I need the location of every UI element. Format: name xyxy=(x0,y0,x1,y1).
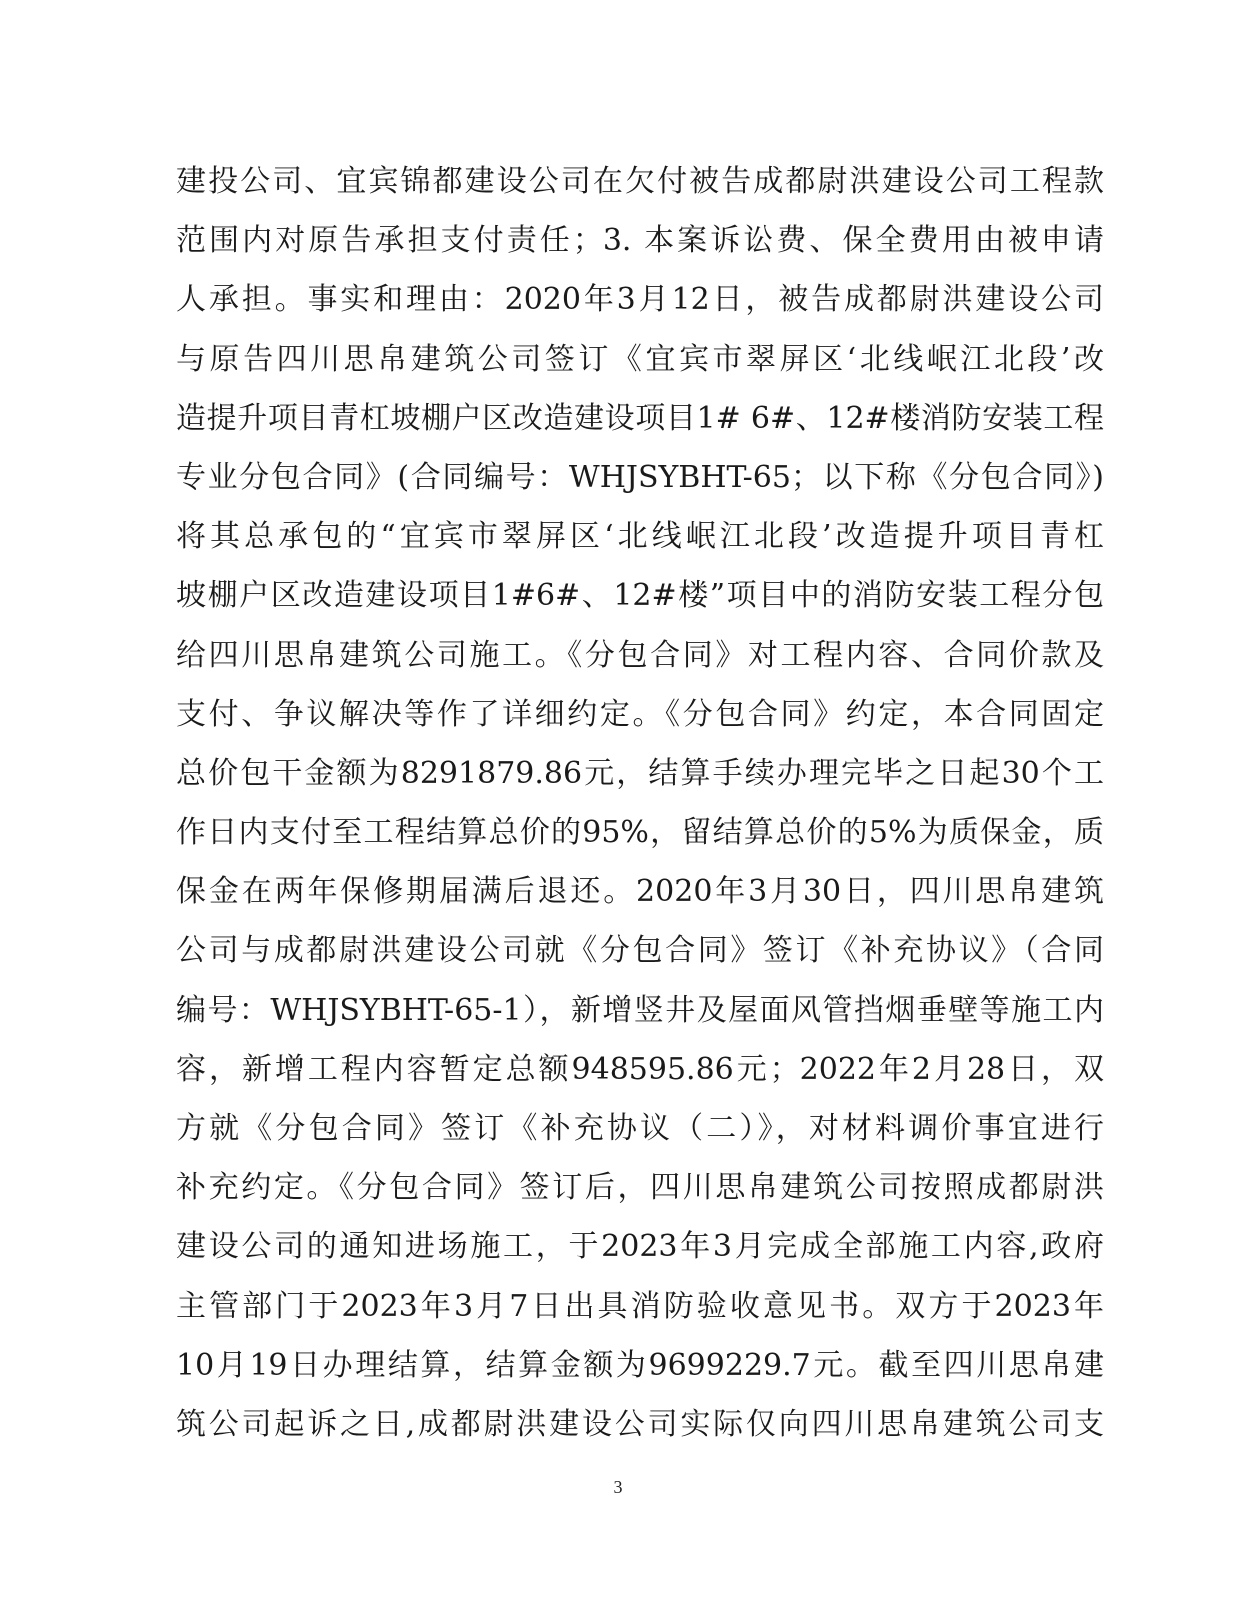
text-line-6: 专业分包合同》(合同编号：WHJSYBHT-65；以下称《分包合同》) xyxy=(176,459,1104,495)
text-line-10: 支付、争议解决等作了详细约定。《分包合同》约定，本合同固定 xyxy=(176,696,1104,732)
text-line-7: 将其总承包的“宜宾市翠屏区‘北线岷江北段’改造提升项目青杠 xyxy=(176,519,1104,555)
text-line-15: 编号：WHJSYBHT-65-1），新增竖井及屋面风管挡烟垂壁等施工内 xyxy=(176,992,1104,1028)
text-line-13: 保金在两年保修期届满后退还。2020年3月30日，四川思帛建筑 xyxy=(176,874,1104,910)
text-line-16: 容，新增工程内容暂定总额948595.86元；2022年2月28日，双 xyxy=(176,1051,1104,1087)
text-line-12: 作日内支付至工程结算总价的95%，留结算总价的5%为质保金，质 xyxy=(176,815,1104,851)
text-line-9: 给四川思帛建筑公司施工。《分包合同》对工程内容、合同价款及 xyxy=(176,637,1104,673)
page-number: 3 xyxy=(613,1477,623,1497)
text-line-21: 10月19日办理结算，结算金额为9699229.7元。截至四川思帛建 xyxy=(176,1347,1104,1383)
text-line-11: 总价包干金额为8291879.86元，结算手续办理完毕之日起30个工 xyxy=(176,755,1104,791)
document-body xyxy=(176,152,1104,1454)
text-line-1: 建投公司、宜宾锦都建设公司在欠付被告成都尉洪建设公司工程款 xyxy=(176,164,1104,199)
text-line-8: 坡棚户区改造建设项目1#6#、12#楼”项目中的消防安装工程分包 xyxy=(176,578,1104,614)
text-line-5: 造提升项目青杠坡棚户区改造建设项目1# 6#、12#楼消防安装工程 xyxy=(176,400,1104,436)
text-line-14: 公司与成都尉洪建设公司就《分包合同》签订《补充协议》（合同 xyxy=(176,933,1104,969)
text-line-19: 建设公司的通知进场施工，于2023年3月完成全部施工内容,政府 xyxy=(176,1229,1104,1265)
text-line-4: 与原告四川思帛建筑公司签订《宜宾市翠屏区‘北线岷江北段’改 xyxy=(176,341,1104,377)
text-line-22: 筑公司起诉之日,成都尉洪建设公司实际仅向四川思帛建筑公司支 xyxy=(176,1406,1104,1442)
text-line-2: 范围内对原告承担支付责任；3. 本案诉讼费、保全费用由被申请 xyxy=(176,223,1104,259)
text-line-18: 补充约定。《分包合同》签订后，四川思帛建筑公司按照成都尉洪 xyxy=(176,1170,1104,1206)
text-line-3: 人承担。事实和理由：2020年3月12日，被告成都尉洪建设公司 xyxy=(176,282,1104,318)
text-line-20: 主管部门于2023年3月7日出具消防验收意见书。双方于2023年 xyxy=(176,1288,1104,1324)
text-line-17: 方就《分包合同》签订《补充协议（二）》，对材料调价事宜进行 xyxy=(176,1111,1104,1146)
